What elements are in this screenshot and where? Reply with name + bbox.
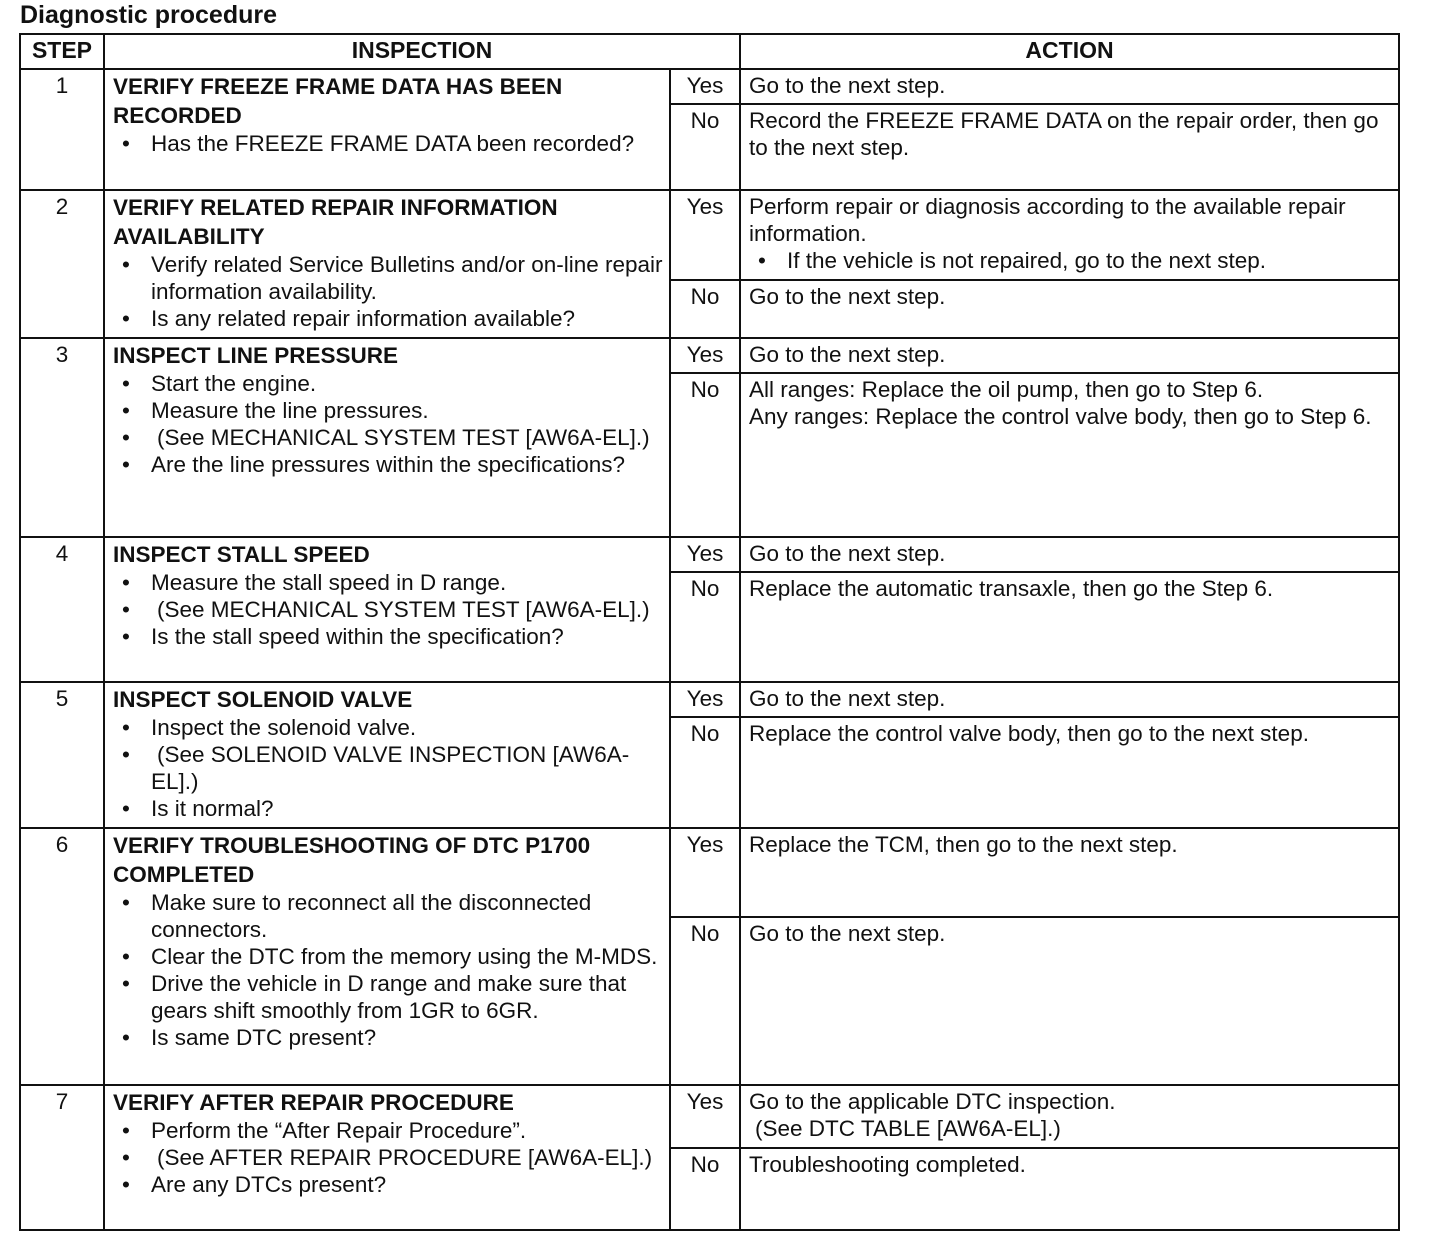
inspection-cell bbox=[104, 69, 670, 190]
inspection-bullet: • Inspect the solenoid valve. bbox=[113, 714, 663, 741]
inspection-bullet: • Has the FREEZE FRAME DATA been recorded? bbox=[113, 130, 663, 157]
inspection-bullet: • Make sure to reconnect all the disconnected connectors. bbox=[113, 889, 663, 943]
no-action: Go to the next step. bbox=[740, 280, 1399, 338]
yes-action-subbullet: • If the vehicle is not repaired, go to the next step. bbox=[749, 247, 1392, 274]
no-action: Replace the automatic transaxle, then go the Step 6. bbox=[740, 572, 1399, 682]
yes-label: Yes bbox=[670, 537, 740, 572]
reference-text: (See MECHANICAL SYSTEM TEST [AW6A-EL].) bbox=[157, 425, 650, 450]
yes-label: Yes bbox=[670, 1085, 740, 1148]
inspection-bullet: • Clear the DTC from the memory using the M-MDS. bbox=[113, 943, 663, 970]
step-number: 7 bbox=[20, 1085, 104, 1230]
yes-action-reference: (See DTC TABLE [AW6A-EL].) bbox=[755, 1116, 1061, 1141]
table-row bbox=[20, 682, 1399, 717]
inspection-bullet: • Perform the “After Repair Procedure”. bbox=[113, 1117, 663, 1144]
inspection-reference bbox=[113, 424, 663, 451]
yes-action: Go to the next step. bbox=[740, 69, 1399, 104]
inspection-reference bbox=[113, 741, 663, 795]
reference-text: (See MECHANICAL SYSTEM TEST [AW6A-EL].) bbox=[157, 597, 650, 622]
no-label: No bbox=[670, 717, 740, 828]
inspection-title: INSPECT LINE PRESSURE bbox=[113, 343, 399, 368]
inspection-reference bbox=[113, 1144, 663, 1171]
reference-text: (See AFTER REPAIR PROCEDURE [AW6A-EL].) bbox=[157, 1145, 653, 1170]
inspection-cell bbox=[104, 338, 670, 537]
header-action: ACTION bbox=[740, 34, 1399, 69]
step-number: 6 bbox=[20, 828, 104, 1085]
inspection-bullet: • Is same DTC present? bbox=[113, 1024, 663, 1051]
table-row bbox=[20, 537, 1399, 572]
inspection-cell bbox=[104, 682, 670, 828]
yes-action-text: Perform repair or diagnosis according to the available repair information. bbox=[749, 194, 1346, 246]
yes-action: Go to the next step. bbox=[740, 338, 1399, 373]
yes-label: Yes bbox=[670, 828, 740, 917]
inspection-title: VERIFY TROUBLESHOOTING OF DTC P1700 COMPLETED bbox=[113, 833, 591, 887]
step-number: 4 bbox=[20, 537, 104, 682]
no-label: No bbox=[670, 1148, 740, 1230]
no-action: Go to the next step. bbox=[740, 917, 1399, 1085]
inspection-bullet: • Verify related Service Bulletins and/or on-line repair information availability. bbox=[113, 251, 663, 305]
yes-action: Go to the next step. bbox=[740, 537, 1399, 572]
no-label: No bbox=[670, 917, 740, 1085]
table-row bbox=[20, 69, 1399, 104]
no-label: No bbox=[670, 104, 740, 190]
inspection-cell bbox=[104, 190, 670, 338]
no-action-line: Any ranges: Replace the control valve body, then go to Step 6. bbox=[749, 404, 1372, 429]
inspection-title: VERIFY FREEZE FRAME DATA HAS BEEN RECORDED bbox=[113, 74, 563, 128]
no-action bbox=[740, 373, 1399, 537]
inspection-title: VERIFY AFTER REPAIR PROCEDURE bbox=[113, 1090, 514, 1115]
table-row bbox=[20, 828, 1399, 917]
inspection-bullet: • Are any DTCs present? bbox=[113, 1171, 663, 1198]
yes-action: Go to the next step. bbox=[740, 682, 1399, 717]
yes-action: Replace the TCM, then go to the next step. bbox=[740, 828, 1399, 917]
inspection-bullet: • Is it normal? bbox=[113, 795, 663, 822]
no-action: Replace the control valve body, then go to the next step. bbox=[740, 717, 1399, 828]
step-number: 3 bbox=[20, 338, 104, 537]
yes-action-text: Go to the applicable DTC inspection. bbox=[749, 1089, 1116, 1114]
yes-label: Yes bbox=[670, 682, 740, 717]
inspection-reference bbox=[113, 596, 663, 623]
step-number: 1 bbox=[20, 69, 104, 190]
yes-label: Yes bbox=[670, 338, 740, 373]
inspection-bullet: • Are the line pressures within the specifications? bbox=[113, 451, 663, 478]
header-step: STEP bbox=[20, 34, 104, 69]
no-label: No bbox=[670, 572, 740, 682]
table-row bbox=[20, 1085, 1399, 1148]
step-number: 2 bbox=[20, 190, 104, 338]
no-action: Troubleshooting completed. bbox=[740, 1148, 1399, 1230]
inspection-bullet: • Drive the vehicle in D range and make sure that gears shift smoothly from 1GR to 6GR. bbox=[113, 970, 663, 1024]
no-action: Record the FREEZE FRAME DATA on the repair order, then go to the next step. bbox=[740, 104, 1399, 190]
no-action-line: All ranges: Replace the oil pump, then go to Step 6. bbox=[749, 377, 1264, 402]
yes-action bbox=[740, 1085, 1399, 1148]
inspection-bullet: • Is the stall speed within the specification? bbox=[113, 623, 663, 650]
header-inspection: INSPECTION bbox=[104, 34, 740, 69]
inspection-cell bbox=[104, 537, 670, 682]
inspection-title: INSPECT STALL SPEED bbox=[113, 542, 370, 567]
yes-label: Yes bbox=[670, 190, 740, 280]
table-row bbox=[20, 338, 1399, 373]
inspection-cell bbox=[104, 828, 670, 1085]
inspection-bullet: • Start the engine. bbox=[113, 370, 663, 397]
inspection-title: INSPECT SOLENOID VALVE bbox=[113, 687, 413, 712]
inspection-bullet: • Is any related repair information available? bbox=[113, 305, 663, 332]
inspection-cell bbox=[104, 1085, 670, 1230]
step-number: 5 bbox=[20, 682, 104, 828]
inspection-bullet: • Measure the line pressures. bbox=[113, 397, 663, 424]
diagnostic-table bbox=[19, 33, 1400, 1231]
yes-action bbox=[740, 190, 1399, 280]
table-row bbox=[20, 190, 1399, 280]
inspection-bullet: • Measure the stall speed in D range. bbox=[113, 569, 663, 596]
reference-text: (See SOLENOID VALVE INSPECTION [AW6A-EL].) bbox=[151, 742, 630, 794]
table-header-row bbox=[20, 34, 1399, 69]
yes-label: Yes bbox=[670, 69, 740, 104]
page-title: Diagnostic procedure bbox=[20, 1, 277, 29]
inspection-title: VERIFY RELATED REPAIR INFORMATION AVAILABILITY bbox=[113, 195, 558, 249]
no-label: No bbox=[670, 373, 740, 537]
no-label: No bbox=[670, 280, 740, 338]
